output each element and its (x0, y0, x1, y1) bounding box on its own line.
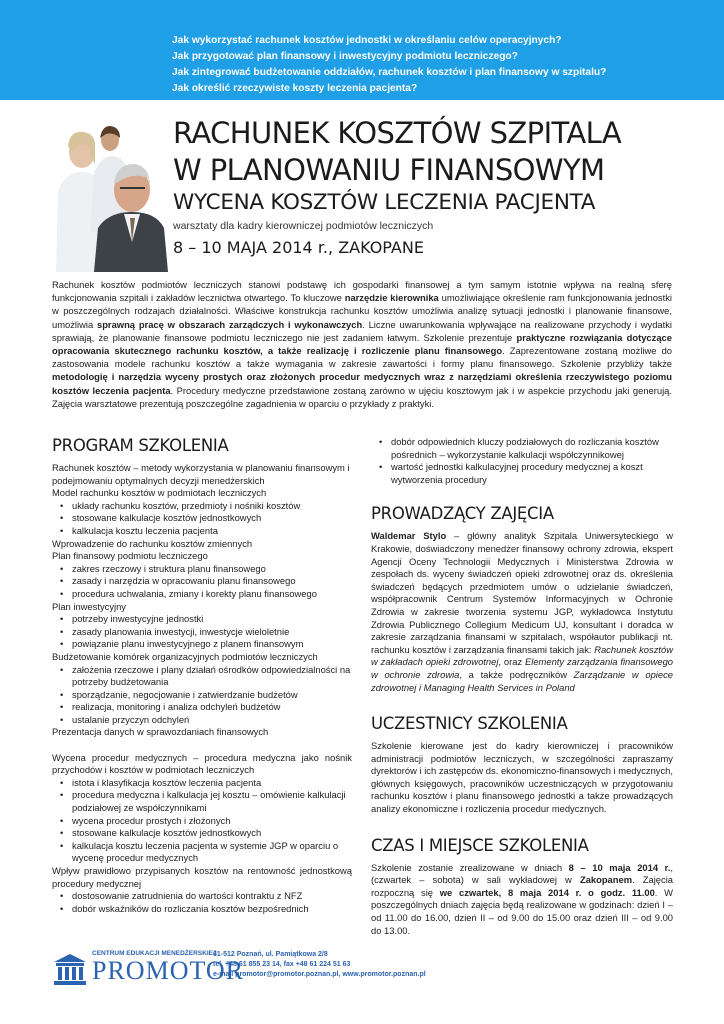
program-bullet: • kalkulacja kosztu leczenia pacjenta w systemie JGP w oparciu o wycenę procedur medycznych (52, 840, 352, 865)
program-bullet: • zasady planowania inwestycji, inwestycje wieloletnie (52, 626, 352, 639)
program-bullet: • dostosowanie zatrudnienia do wartości kontraktu z NFZ (52, 890, 352, 903)
program-line: Plan finansowy podmiotu leczniczego (52, 550, 208, 562)
program-line: Wpływ prawidłowo przypisanych kosztów na rentowność jednostkową procedury medycznej (52, 865, 352, 889)
program-line: Budżetowanie komórek organizacyjnych podmiotów leczniczych (52, 650, 318, 662)
footer-email[interactable]: e-mail promotor@promotor.poznan.pl, www.promotor.poznan.pl (213, 971, 426, 978)
participants-text: Szkolenie kierowane jest do kadry kierowniczej i pracowników administracji podmiotów leczniczych, w szczególności zapraszamy dyrektorów i ich zastępców ds. ekonomiczno-finansowych i medycznych, głównych księgowych, pracowników uczestniczących w przygotowaniu rachunku kosztów i planu finansowego jednostki a także prowadzących analizy ekonomiczne i rozliczenia procedur medycznych. (371, 740, 673, 815)
intro-paragraph: Rachunek kosztów podmiotów leczniczych stanowi podstawę ich gospodarki finansowej a tym samym istotnie wpływa na realną sferę funkcjonowania szpitali i zakładów lecznictwa otwartego. To kluczowe narzędzie kierownika umożliwiające określenie ram funkcjonowania jednostki w poszczególnych rodzajach działalności. Właściwe konstrukcja rachunku kosztów umożliwia analizę sytuacji jednostki i planowanie finansowe, umożliwia sprawną pracę w obszarach zarządczych i wykonawczych. Liczne uwarunkowania wpływające na realizowane przychody i wydatki sprawiają, że planowanie finansowe podmiotu leczniczego nie jest zadaniem łatwym. Szkolenie prezentuje praktyczne rozwiązania dotyczące opracowania skutecznego rachunku kosztów, a także realizację i rozliczenie planu finansowego. Zaprezentowane zostaną możliwe do zastosowania modele rachunku kosztów a także wymagania w zakresie zawartości i formy planu finansowego. Szkolenie przybliży także metodologię i narzędzia wyceny prostych oraz złożonych procedur medycznych wraz z narzędziami określenia rzeczywistego poziomu kosztów leczenia pacjenta. Procedury medyczne przedstawione zostaną zarówno w ujęciu kosztowym jak i w aspekcie przychodu jaki generują. Zajęcia warsztatowe prezentują poszczególne zagadnienia w oparciu o przykłady z praktyki. (52, 279, 673, 409)
program-bullet: • układy rachunku kosztów, przedmioty i nośniki kosztów (52, 500, 352, 513)
program-column (52, 436, 352, 915)
program-line: Wycena procedur medycznych – procedura medyczna jako nośnik przychodów i kosztów w podmiotach leczniczych (52, 751, 352, 776)
workshop-audience: warsztaty dla kadry kierowniczej podmiotów leczniczych (173, 220, 434, 232)
date-place: 8 – 10 MAJA 2014 r., ZAKOPANE (173, 238, 424, 257)
building-icon (52, 952, 88, 986)
program-bullet: • procedura medyczna i kalkulacja jej kosztu – omówienie kalkulacji podziałowej ze współczynnikami (52, 789, 352, 814)
time-place-text: Szkolenie zostanie zrealizowane w dniach 8 – 10 maja 2014 r., (czwartek – sobota) w sali wykładowej w Zakopanem. Zajęcia rozpoczną się we czwartek, 8 maja 2014 r. o godz. 11.00. W poszczególnych dniach zajęcia będą realizowane w godzinach: dzień I – od 11.00 do 16.00, dzień II – od 9.00 do 15.00 oraz dzień III – od 9.00 do 13.00. (371, 861, 674, 936)
trainer-heading: PROWADZĄCY ZAJĘCIA (371, 504, 554, 524)
banner-question: Jak określić rzeczywiste koszty leczenia pacjenta? (172, 83, 418, 94)
program-bullet: • wartość jednostki kalkulacyjnej procedury medycznej a koszt wytworzenia procedury (371, 461, 673, 486)
program-bullet: • sporządzanie, negocjowanie i zatwierdzanie budżetów (52, 689, 352, 702)
program-bullet: • potrzeby inwestycyjne jednostki (52, 613, 352, 626)
program-bullet: • wycena procedur prostych i złożonych (52, 815, 352, 828)
participants-heading: UCZESTNICY SZKOLENIA (371, 714, 568, 734)
program-bullet: • dobór wskaźników do rozliczania kosztów bezpośrednich (52, 903, 352, 916)
program-bullet: • stosowane kalkulacje kosztów jednostkowych (52, 512, 352, 525)
logo-tagline: CENTRUM EDUKACJI MENEDŻERSKIEJ (92, 950, 217, 957)
program-bullet: • kalkulacja kosztu leczenia pacjenta (52, 525, 352, 538)
banner-questions (0, 0, 724, 97)
program-bullet: • powiązanie planu inwestycyjnego z planem finansowym (52, 638, 352, 651)
program-bullet: • realizacja, monitoring i analiza odchyleń budżetów (52, 701, 352, 714)
program-bullet: • dobór odpowiednich kluczy podziałowych do rozliczania kosztów pośrednich – wykorzystanie kalkulacji współczynnikowej (371, 436, 673, 461)
program-bullet: • istota i klasyfikacja kosztów leczenia pacjenta (52, 777, 352, 790)
program-heading: PROGRAM SZKOLENIA (52, 436, 229, 455)
program-bullet: • zakres rzeczowy i struktura planu finansowego (52, 563, 352, 576)
trainer-bio: Waldemar Stylo – główny analityk Szpitala Uniwersyteckiego w Krakowie, doświadczony menedżer finansowy ochrony zdrowia, ekspert Agencji Oceny Technologii Medycznych i Ministerstwa Zdrowia w zespołach ds. wyceny świadczeń opieki zdrowotnej oraz ds. określenia świadczeń będących przedmiotem umów o udzielanie świadczeń, współpracownik Centrum Systemów Informacyjnych w Ochronie Zdrowia w zakresie tworzenia systemu JGP, wykładowca Instytutu Zdrowia Publicznego Collegium Medicum UJ, konsultant i doradca w zakresie zarządzania finansami w szpitalach, współautor publikacji nt. rachunku kosztów i zarządzania finansami takich jak: Rachunek kosztów w zakładach opieki zdrowotnej, oraz Elementy zarządzania finansowego w ochronie zdrowia, a także podręczników Zarządzanie w opiece zdrowotnej i Managing Health Services in Poland (371, 530, 674, 693)
program-bullet: • ustalanie przyczyn odchyleń (52, 714, 352, 727)
main-title-line2: W PLANOWANIU FINANSOWYM (173, 153, 605, 187)
program-line: Plan inwestycyjny (52, 600, 126, 612)
banner-question: Jak zintegrować budżetowanie oddziałów, rachunek kosztów i plan finansowy w szpitalu? (172, 67, 607, 78)
logo-name: PROMOTOR (92, 956, 245, 985)
program-line: Wprowadzenie do rachunku kosztów zmiennych (52, 537, 253, 549)
footer-address: 61-512 Poznań, ul. Pamiątkowa 2/8 (213, 951, 328, 958)
program-line: Prezentacja danych w sprawozdaniach finansowych (52, 726, 269, 738)
subtitle: WYCENA KOSZTÓW LECZENIA PACJENTA (173, 190, 596, 215)
program-bullet: • zasady i narzędzia w opracowaniu planu finansowego (52, 575, 352, 588)
promotor-logo (52, 950, 245, 990)
right-column (371, 436, 673, 937)
program-bullet: • procedura uchwalania, zmiany i korekty planu finansowego (52, 588, 352, 601)
doctors-photo (50, 112, 170, 272)
top-banner (0, 0, 724, 100)
footer-contact (213, 950, 426, 980)
program-bullet: • stosowane kalkulacje kosztów jednostkowych (52, 827, 352, 840)
banner-question: Jak wykorzystać rachunek kosztów jednostki w określaniu celów operacyjnych? (172, 35, 562, 46)
program-line: Model rachunku kosztów w podmiotach leczniczych (52, 487, 267, 499)
main-title-line1: RACHUNEK KOSZTÓW SZPITALA (173, 116, 622, 150)
time-place-heading: CZAS I MIEJSCE SZKOLENIA (371, 835, 589, 855)
banner-question: Jak przygotować plan finansowy i inwestycyjny podmiotu leczniczego? (172, 51, 518, 62)
program-bullet: • założenia rzeczowe i plany działań ośrodków odpowiedzialności na potrzeby budżetowania (52, 664, 352, 689)
footer-phone: tel. +48 61 855 23 14, fax +48 61 224 51 63 (213, 961, 351, 968)
program-line: Rachunek kosztów – metody wykorzystania w planowaniu finansowym i podejmowaniu optymalnych decyzji menedżerskich (52, 462, 350, 486)
